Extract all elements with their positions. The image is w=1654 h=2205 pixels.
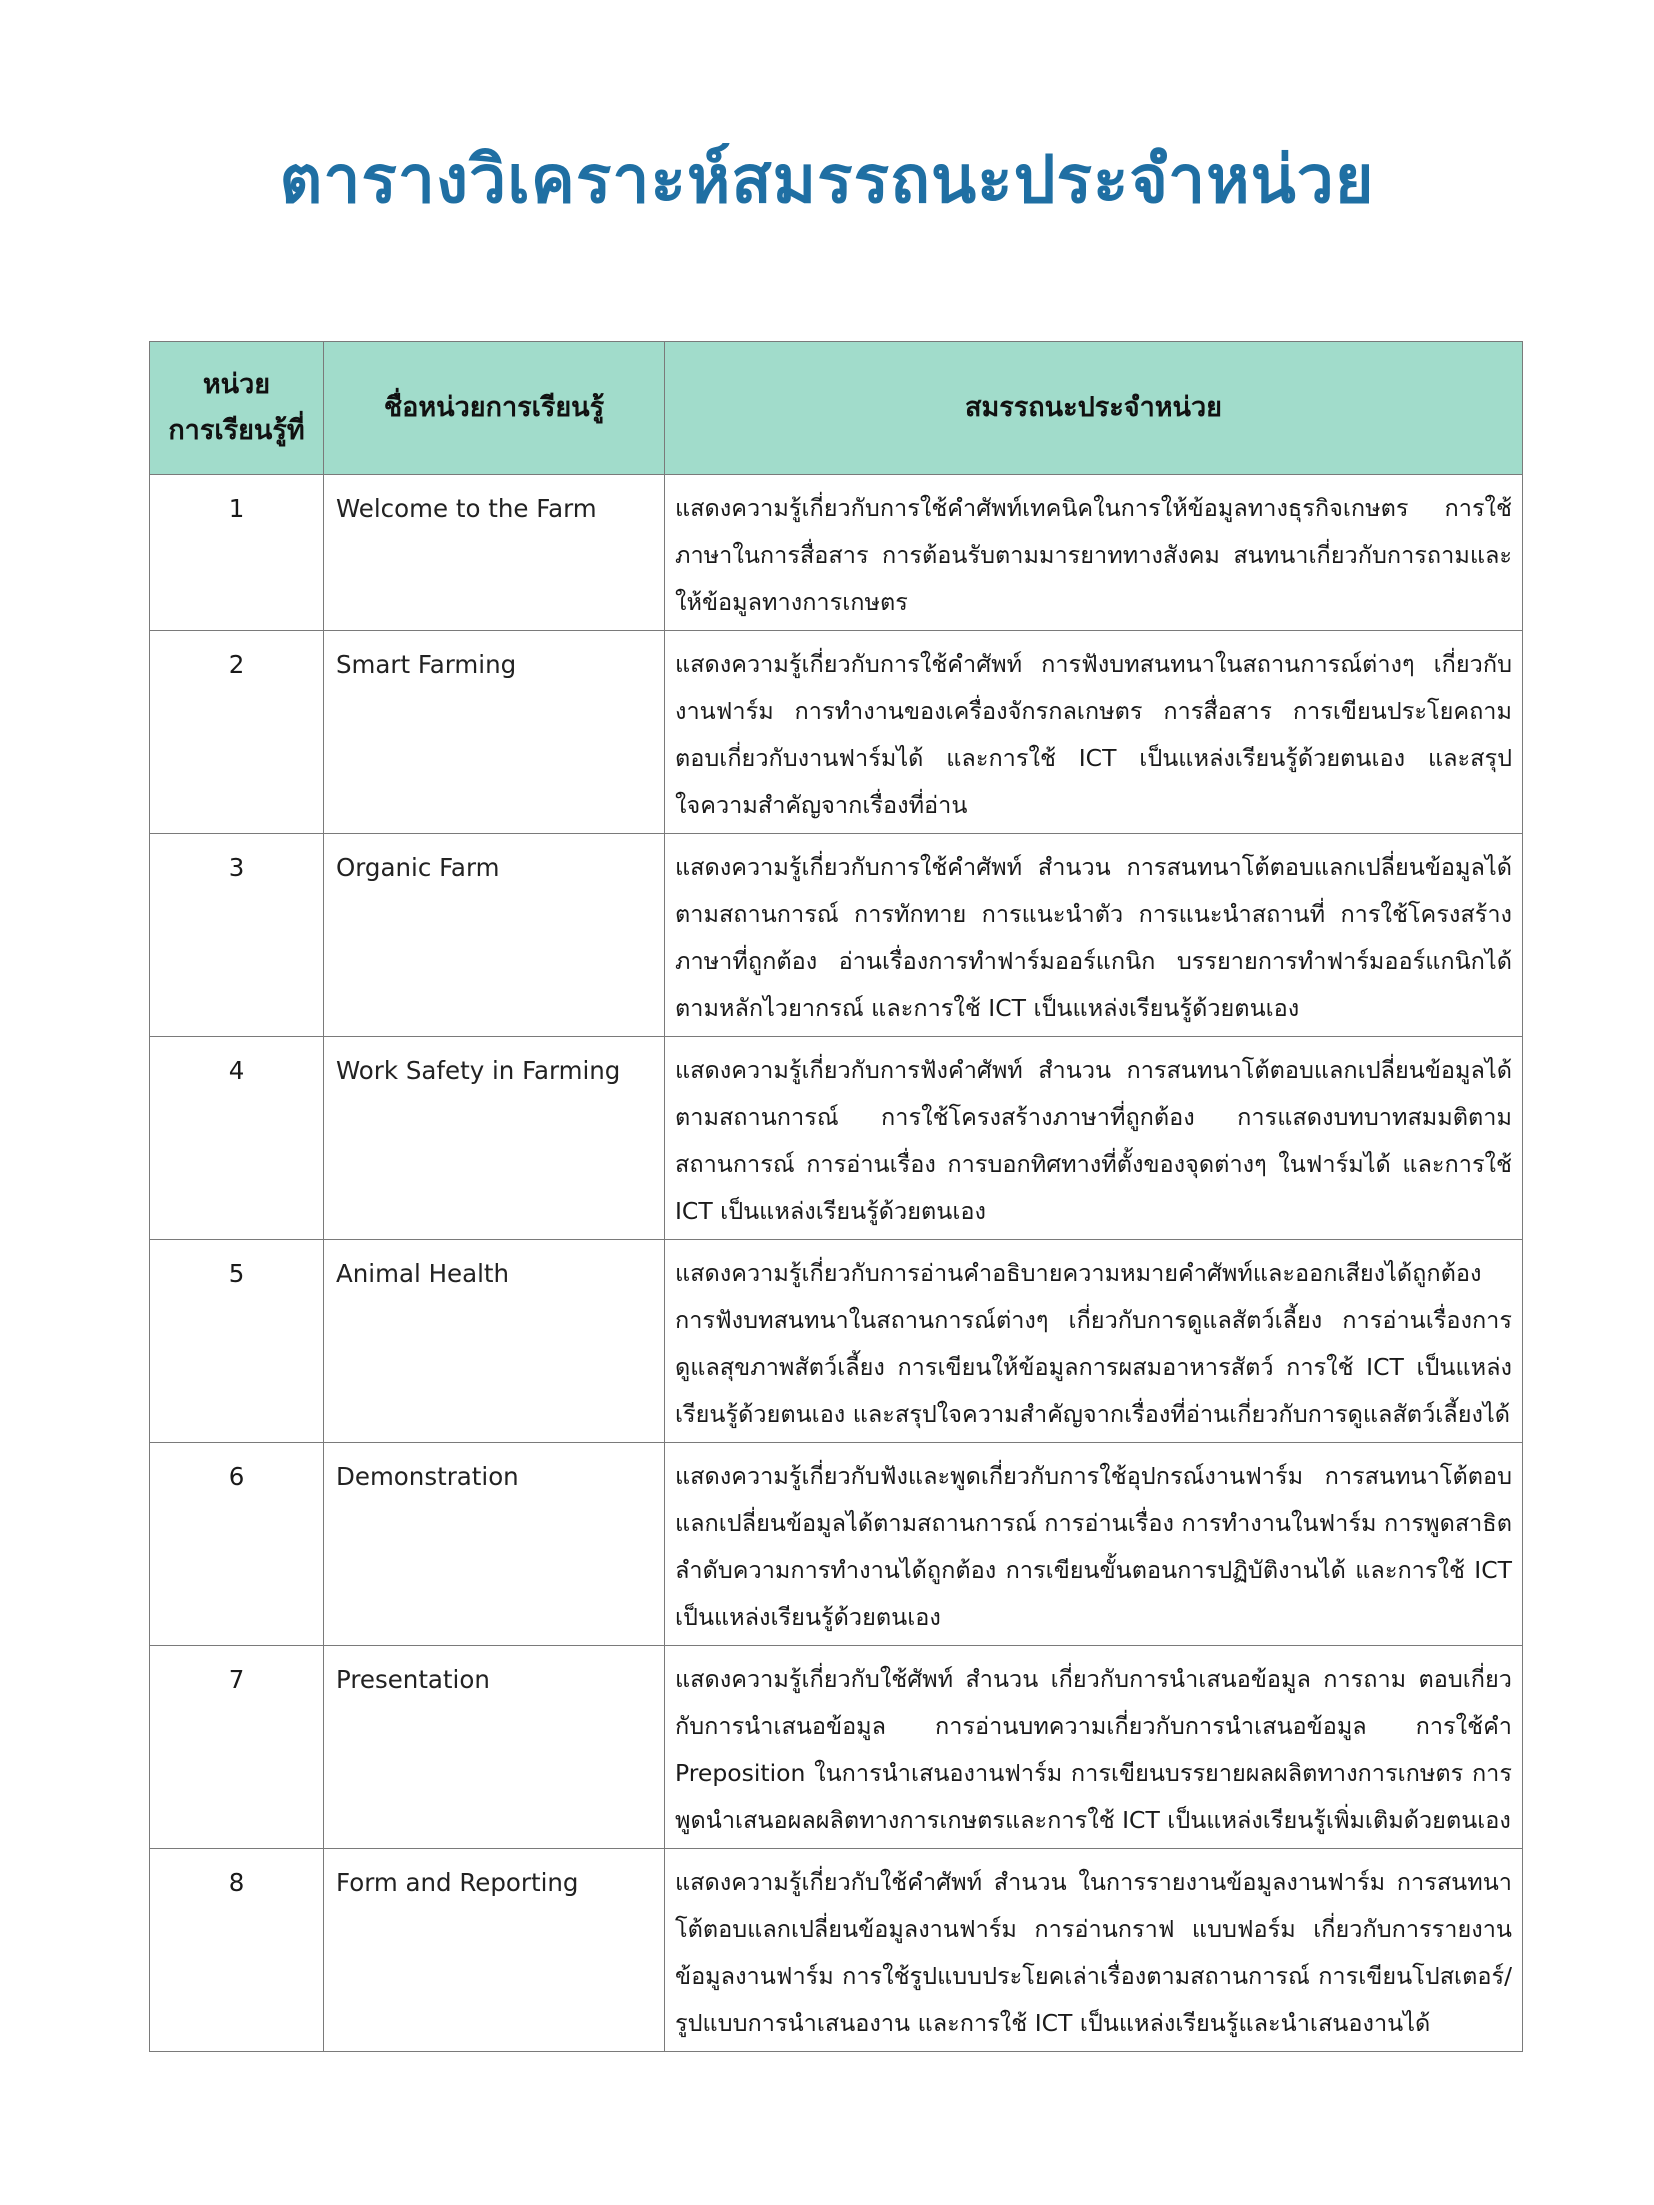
unit-competency: แสดงความรู้เกี่ยวกับฟังและพูดเกี่ยวกับการใช้อุปกรณ์งานฟาร์ม การสนทนาโต้ตอบแลกเปลี่ยนข้อมูลได้ตามสถานการณ์ การอ่านเรื่อง การทำงานในฟาร์ม การพูดสาธิตลำดับความการทำงานได้ถูกต้อง การเขียนขั้นตอนการปฏิบัติงานได้ และการใช้ ICT เป็นแหล่งเรียนรู้ด้วยตนเอง	[665, 1443, 1523, 1646]
table-row	[150, 475, 1523, 631]
unit-name: Welcome to the Farm	[324, 475, 665, 631]
unit-name: Work Safety in Farming	[324, 1037, 665, 1240]
unit-competency: แสดงความรู้เกี่ยวกับการใช้คำศัพท์ การฟังบทสนทนาในสถานการณ์ต่างๆ เกี่ยวกับงานฟาร์ม การทำงานของเครื่องจักรกลเกษตร การสื่อสาร การเขียนประโยคถามตอบเกี่ยวกับงานฟาร์มได้ และการใช้ ICT เป็นแหล่งเรียนรู้ด้วยตนเอง และสรุปใจความสำคัญจากเรื่องที่อ่าน	[665, 631, 1523, 834]
competency-table	[149, 341, 1523, 2052]
table-row	[150, 1037, 1523, 1240]
unit-name: Smart Farming	[324, 631, 665, 834]
unit-number: 2	[150, 631, 324, 834]
unit-name: Demonstration	[324, 1443, 665, 1646]
table-header	[150, 342, 1523, 475]
unit-competency: แสดงความรู้เกี่ยวกับใช้ศัพท์ สำนวน เกี่ยวกับการนำเสนอข้อมูล การถาม ตอบเกี่ยวกับการนำเสนอข้อมูล การอ่านบทความเกี่ยวกับการนำเสนอข้อมูล การใช้คำ Preposition ในการนำเสนองานฟาร์ม การเขียนบรรยายผลผลิตทางการเกษตร การพูดนำเสนอผลผลิตทางการเกษตรและการใช้ ICT เป็นแหล่งเรียนรู้เพิ่มเติมด้วยตนเอง	[665, 1646, 1523, 1849]
unit-competency: แสดงความรู้เกี่ยวกับการอ่านคำอธิบายความหมายคำศัพท์และออกเสียงได้ถูกต้อง การฟังบทสนทนาในสถานการณ์ต่างๆ เกี่ยวกับการดูแลสัตว์เลี้ยง การอ่านเรื่องการดูแลสุขภาพสัตว์เลี้ยง การเขียนให้ข้อมูลการผสมอาหารสัตว์ การใช้ ICT เป็นแหล่งเรียนรู้ด้วยตนเอง และสรุปใจความสำคัญจากเรื่องที่อ่านเกี่ยวกับการดูแลสัตว์เลี้ยงได้	[665, 1240, 1523, 1443]
unit-number: 7	[150, 1646, 324, 1849]
table-row	[150, 1849, 1523, 2052]
page-title: ตารางวิเคราะห์สมรรถนะประจำหน่วย	[279, 141, 1375, 218]
table-row	[150, 1443, 1523, 1646]
unit-competency: แสดงความรู้เกี่ยวกับการใช้คำศัพท์ สำนวน การสนทนาโต้ตอบแลกเปลี่ยนข้อมูลได้ตามสถานการณ์ การทักทาย การแนะนำตัว การแนะนำสถานที่ การใช้โครงสร้างภาษาที่ถูกต้อง อ่านเรื่องการทำฟาร์มออร์แกนิก บรรยายการทำฟาร์มออร์แกนิกได้ตามหลักไวยากรณ์ และการใช้ ICT เป็นแหล่งเรียนรู้ด้วยตนเอง	[665, 834, 1523, 1037]
unit-name: Form and Reporting	[324, 1849, 665, 2052]
unit-competency: แสดงความรู้เกี่ยวกับการฟังคำศัพท์ สำนวน การสนทนาโต้ตอบแลกเปลี่ยนข้อมูลได้ตามสถานการณ์ การใช้โครงสร้างภาษาที่ถูกต้อง การแสดงบทบาทสมมติตามสถานการณ์ การอ่านเรื่อง การบอกทิศทางที่ตั้งของจุดต่างๆ ในฟาร์มได้ และการใช้ ICT เป็นแหล่งเรียนรู้ด้วยตนเอง	[665, 1037, 1523, 1240]
unit-number: 3	[150, 834, 324, 1037]
unit-competency: แสดงความรู้เกี่ยวกับใช้คำศัพท์ สำนวน ในการรายงานข้อมูลงานฟาร์ม การสนทนาโต้ตอบแลกเปลี่ยนข้อมูลงานฟาร์ม การอ่านกราฟ แบบฟอร์ม เกี่ยวกับการรายงานข้อมูลงานฟาร์ม การใช้รูปแบบประโยคเล่าเรื่องตามสถานการณ์ การเขียนโปสเตอร์/รูปแบบการนำเสนองาน และการใช้ ICT เป็นแหล่งเรียนรู้และนำเสนองานได้	[665, 1849, 1523, 2052]
unit-competency: แสดงความรู้เกี่ยวกับการใช้คำศัพท์เทคนิคในการให้ข้อมูลทางธุรกิจเกษตร การใช้ภาษาในการสื่อสาร การต้อนรับตามมารยาททางสังคม สนทนาเกี่ยวกับการถามและให้ข้อมูลทางการเกษตร	[665, 475, 1523, 631]
table-row	[150, 834, 1523, 1037]
table-row	[150, 631, 1523, 834]
unit-number: 1	[150, 475, 324, 631]
header-unit-name: ชื่อหน่วยการเรียนรู้	[324, 342, 665, 475]
unit-number: 4	[150, 1037, 324, 1240]
table-row	[150, 1646, 1523, 1849]
unit-number: 6	[150, 1443, 324, 1646]
unit-number: 5	[150, 1240, 324, 1443]
table-body	[150, 475, 1523, 2052]
header-competency: สมรรถนะประจำหน่วย	[665, 342, 1523, 475]
unit-name: Organic Farm	[324, 834, 665, 1037]
table-row	[150, 1240, 1523, 1443]
header-unit-number: หน่วย การเรียนรู้ที่	[150, 342, 324, 475]
unit-name: Presentation	[324, 1646, 665, 1849]
unit-number: 8	[150, 1849, 324, 2052]
unit-name: Animal Health	[324, 1240, 665, 1443]
